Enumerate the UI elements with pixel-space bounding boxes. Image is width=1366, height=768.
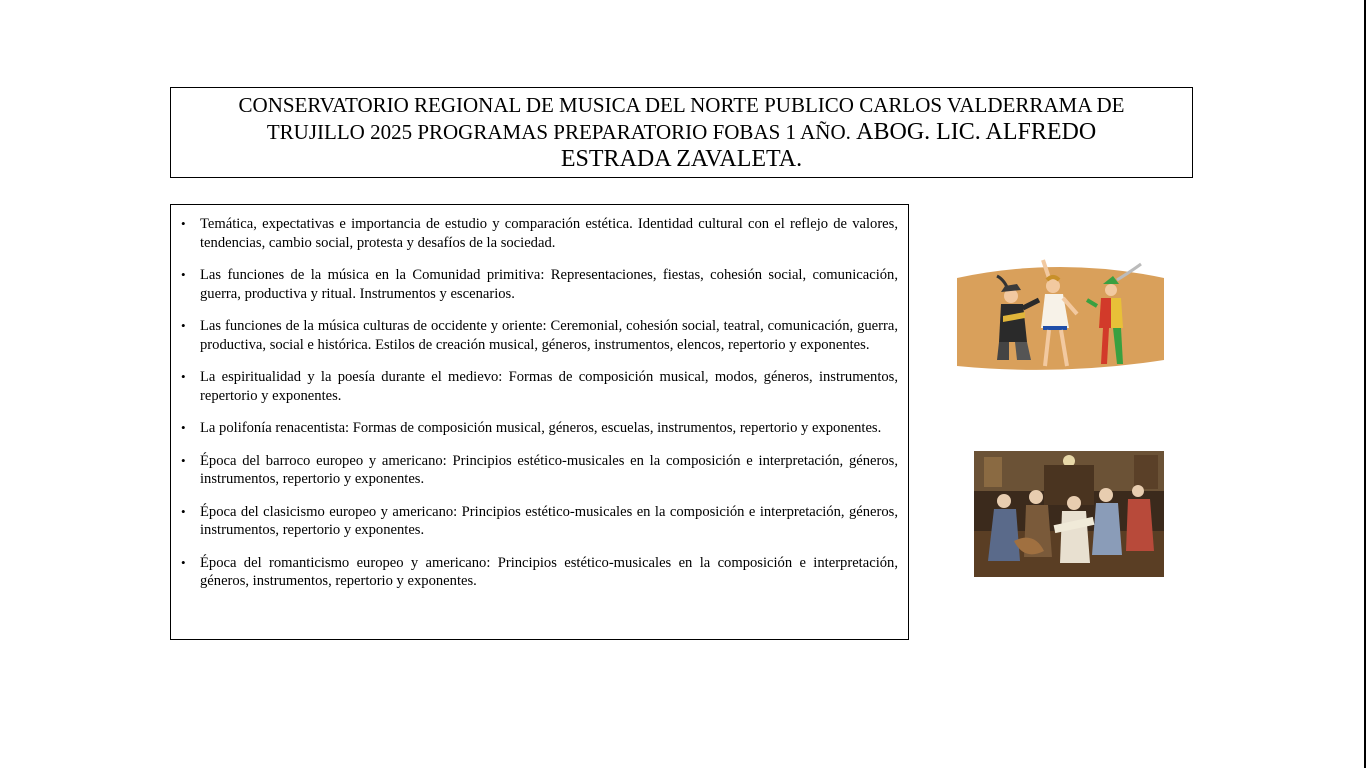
bullet-icon: • xyxy=(181,503,186,519)
list-item-text: Las funciones de la música en la Comunidad primitiva: Representaciones, fiestas, cohesión social, comunicación, guerra, productiva y ritual. Instrumentos y escenarios. xyxy=(200,267,898,302)
list-item-text: Época del romanticismo europeo y americano: Principios estético-musicales en la composición e interpretación, géneros, instrumentos, repertorio y exponentes. xyxy=(200,554,898,589)
bullet-icon: • xyxy=(181,452,186,468)
list-item xyxy=(181,317,898,354)
title-box xyxy=(170,87,1193,178)
title-line-1: CONSERVATORIO REGIONAL DE MUSICA DEL NORTE PUBLICO CARLOS VALDERRAMA DE xyxy=(238,93,1125,117)
list-item xyxy=(181,554,898,591)
title-line-2 xyxy=(191,119,1172,146)
list-item-text: La polifonía renacentista: Formas de composición musical, géneros, escuelas, instrumentos, repertorio y exponentes. xyxy=(200,420,882,436)
title-line-3-text: ESTRADA ZAVALETA. xyxy=(560,146,803,172)
list-item-text: Las funciones de la música culturas de occidente y oriente: Ceremonial, cohesión social, teatral, comunicación, guerra, productiva, social e histórica. Estilos de creación musical, géneros, instrumentos, elencos, repertorio y exponentes. xyxy=(200,318,898,353)
bullet-icon: • xyxy=(181,420,186,435)
list-item xyxy=(181,266,898,303)
bullet-icon: • xyxy=(181,318,186,333)
list-item-text: Época del clasicismo europeo y americano: Principios estético-musicales en la composición e interpretación, géneros, instrumentos, repertorio y exponentes. xyxy=(200,503,898,538)
title-line-3 xyxy=(191,146,1172,173)
list-item-text: Temática, expectativas e importancia de estudio y comparación estética. Identidad cultural con el reflejo de valores, tendencias, cambio social, protesta y desafíos de la sociedad. xyxy=(200,216,898,251)
title-line-2-part-b: ABOG. LIC. ALFREDO xyxy=(856,119,1097,145)
list-item xyxy=(181,215,898,252)
list-item xyxy=(181,419,898,438)
bullet-icon: • xyxy=(181,216,186,231)
bullet-icon: • xyxy=(181,554,186,570)
topics-box xyxy=(170,204,909,640)
topics-list xyxy=(181,215,898,591)
list-item-text: La espiritualidad y la poesía durante el medievo: Formas de composición musical, modos, géneros, instrumentos, repertorio y exponentes. xyxy=(200,369,898,404)
dancers-illustration xyxy=(957,256,1164,373)
classical-painting xyxy=(974,451,1164,577)
bullet-icon: • xyxy=(181,369,186,384)
title-line-2-part-a: TRUJILLO 2025 PROGRAMAS PREPARATORIO FOBAS 1 AÑO. xyxy=(266,120,851,144)
list-item-text: Época del barroco europeo y americano: Principios estético-musicales en la composición e interpretación, géneros, instrumentos, repertorio y exponentes. xyxy=(200,452,898,487)
bullet-icon: • xyxy=(181,267,186,282)
list-item xyxy=(181,503,898,540)
list-item xyxy=(181,368,898,405)
list-item xyxy=(181,452,898,489)
